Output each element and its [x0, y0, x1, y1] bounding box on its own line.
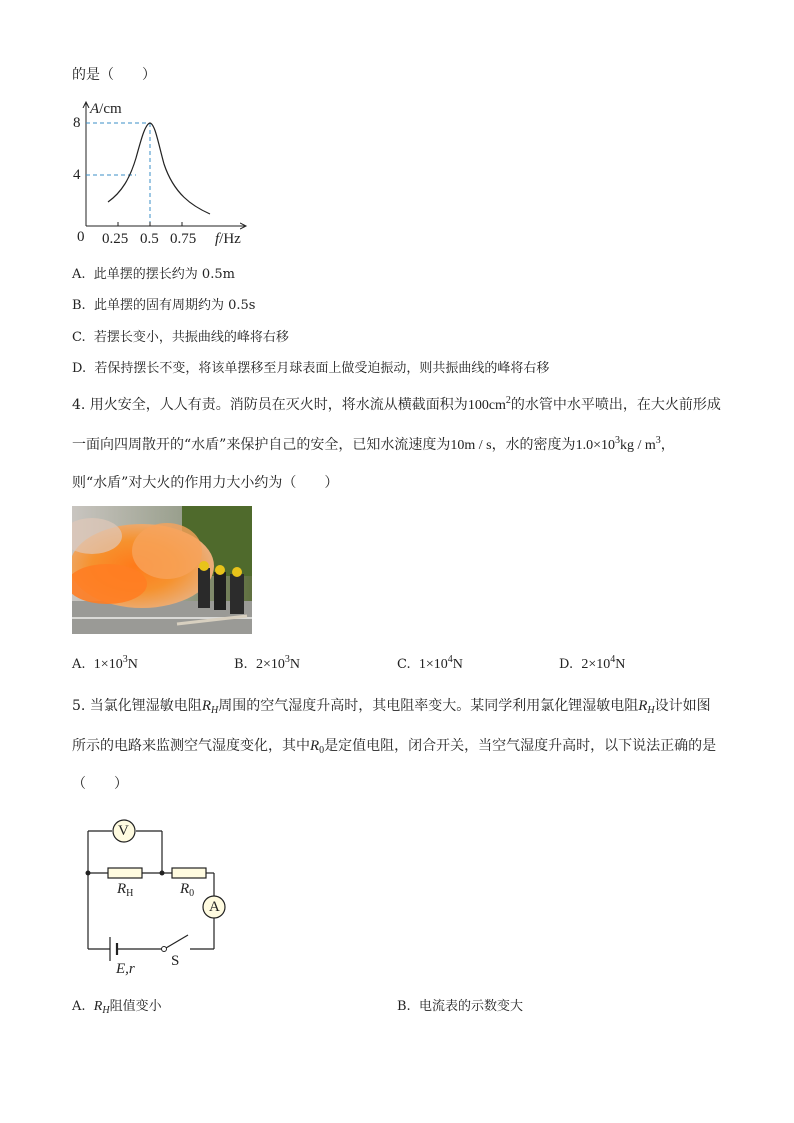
q4-stem-line2: 一面向四周散开的“水盾”来保护自己的安全，已知水流速度为10m / s，水的密度为$1.0\times 10^3kg / m^3$，: [72, 435, 675, 453]
rh-label: $R_H$: [117, 881, 134, 899]
x-tick-label-05: 0.5: [140, 231, 159, 247]
q4-option-b: B. $2\times 10^3N$: [234, 654, 300, 672]
resonance-curve-graph: [70, 98, 260, 248]
y-tick-4: 4: [73, 167, 81, 183]
q3-option-b: B. 此单摆的固有周期约为 0.5s: [72, 298, 256, 313]
y-tick-8: 8: [73, 115, 81, 131]
resistor-rh: [108, 868, 142, 878]
q5-stem-line1: 5. 当氯化锂湿敏电阻$R_H$周围的空气湿度升高时，其电阻率变大。某同学利用氯化锂湿敏电阻$R_H$设计如图: [72, 698, 711, 716]
battery-label: E,r: [116, 961, 135, 977]
q4-stem-line3: 则“水盾”对大火的作用力大小约为（ ）: [72, 475, 339, 491]
q3-stem-tail: 的是（ ）: [72, 67, 156, 83]
q3-option-d: D. 若保持摆长不变，将该单摆移至月球表面上做受迫振动，则共振曲线的峰将右移: [72, 361, 550, 376]
voltmeter-label: V: [118, 823, 129, 839]
q5-option-b: B. 电流表的示数变大: [397, 999, 523, 1014]
q3-option-c: C. 若摆长变小，共振曲线的峰将右移: [72, 330, 289, 345]
q4-option-c: C. $1\times 10^4N$: [397, 654, 463, 672]
ammeter-label: A: [209, 899, 220, 915]
q5-option-a: A. $R_H$阻值变小: [72, 999, 162, 1016]
resonance-curve: [108, 123, 210, 214]
q3-option-a: A. 此单摆的摆长约为 0.5m: [72, 267, 235, 282]
firefighters-photo: [72, 506, 252, 634]
switch-label: S: [171, 953, 180, 969]
firefighters-illustration: [72, 506, 252, 634]
q5-stem-line2: 所示的电路来监测空气湿度变化，其中$R_0$是定值电阻，闭合开关，当空气湿度升高时，以下说法正确的是: [72, 738, 717, 756]
origin-label: 0: [77, 229, 85, 245]
q4-option-d: D. $2\times 10^4N$: [559, 654, 626, 672]
q4-stem-line1: 4. 用火安全，人人有责。消防员在灭火时，将水流从横截面积为$100cm^2$的水管中水平喷出，在大火前形成: [72, 395, 721, 413]
x-axis-label: f/Hz: [215, 231, 241, 247]
switch-pivot: [162, 947, 167, 952]
x-tick-label-025: 0.25: [102, 231, 129, 247]
x-tick-label-075: 0.75: [170, 231, 197, 247]
q4-option-a: A. $1\times 10^3N$: [72, 654, 138, 672]
q5-stem-line3: （ ）: [72, 776, 128, 792]
y-axis-label: A/cm: [90, 101, 122, 117]
switch-blade: [166, 935, 188, 948]
resistor-r0: [172, 868, 206, 878]
r0-label: $R_0$: [180, 881, 195, 899]
